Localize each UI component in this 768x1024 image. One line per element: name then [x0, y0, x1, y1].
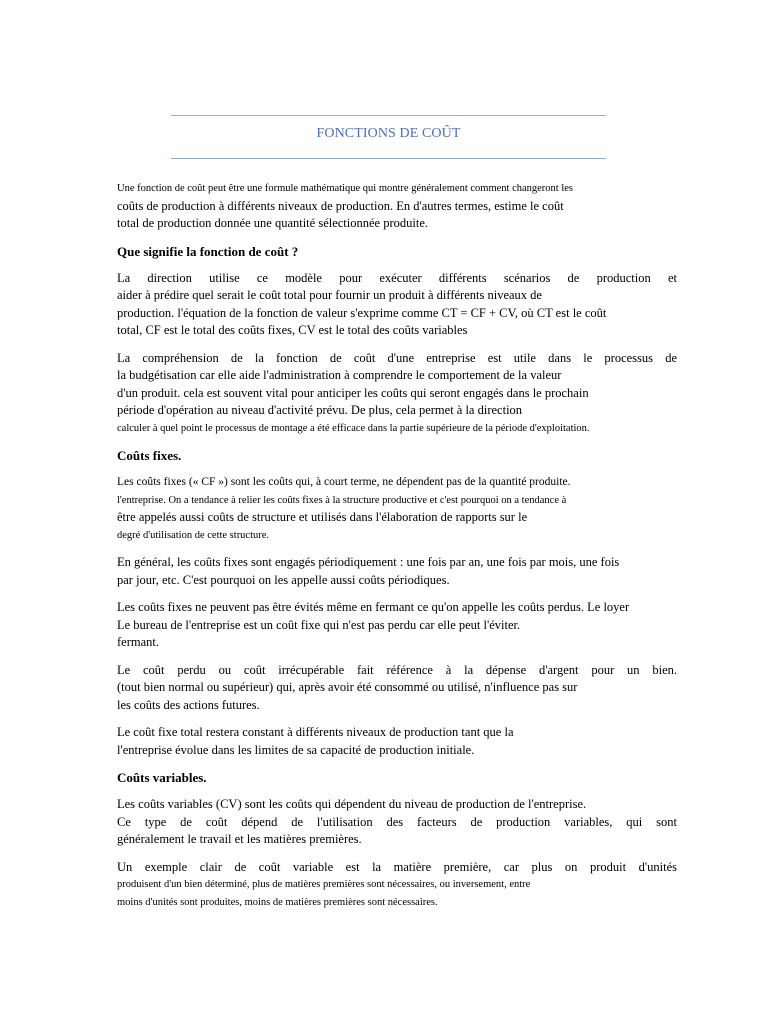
text-line: l'entreprise évolue dans les limites de sa capacité de production initiale. [117, 742, 475, 757]
text-line: La compréhension de la fonction de coût d'une entreprise est utile dans le processus de [117, 350, 677, 365]
text-line: Le bureau de l'entreprise est un coût fixe qui n'est pas perdu car elle peut l'éviter. [117, 617, 521, 632]
text-line: coûts de production à différents niveaux de production. En d'autres termes, estime le coût [117, 198, 564, 213]
text-line: Un exemple clair de coût variable est la matière première, car plus on produit d'unités [117, 859, 677, 874]
document-body [117, 180, 677, 921]
text-line: produisent d'un bien déterminé, plus de matières premières sont nécessaires, ou inversement, entre [117, 879, 531, 890]
text-line: être appelés aussi coûts de structure et utilisés dans l'élaboration de rapports sur le [117, 510, 528, 524]
text-line: par jour, etc. C'est pourquoi on les appelle aussi coûts périodiques. [117, 572, 450, 587]
text-line: d'un produit. cela est souvent vital pour anticiper les coûts qui seront engagés dans le prochain [117, 385, 589, 400]
paragraph [117, 724, 677, 759]
text-line: total, CF est le total des coûts fixes, CV est le total des coûts variables [117, 323, 468, 337]
title-rule-top [171, 115, 606, 116]
paragraph [117, 270, 677, 340]
paragraph [117, 662, 677, 715]
text-line: généralement le travail et les matières premières. [117, 832, 362, 846]
text-line: degré d'utilisation de cette structure. [117, 529, 270, 541]
text-line: moins d'unités sont produites, moins de matières premières sont nécessaires. [117, 896, 438, 908]
paragraph [117, 474, 677, 544]
paragraph [117, 554, 677, 589]
text-line: aider à prédire quel serait le coût total pour fournir un produit à différents niveaux de [117, 288, 542, 302]
title-rule-bottom [171, 158, 606, 159]
text-line: Ce type de coût dépend de l'utilisation des facteurs de production variables, qui sont [117, 814, 677, 829]
text-line: Le coût perdu ou coût irrécupérable fait référence à la dépense d'argent pour un bien. [117, 662, 677, 677]
paragraph [117, 796, 677, 849]
text-line: En général, les coûts fixes sont engagés périodiquement : une fois par an, une fois par mois, une fois [117, 555, 620, 569]
text-line: l'entreprise. On a tendance à relier les coûts fixes à la structure productive et c'est pourquoi on a tendance à [117, 494, 567, 506]
text-line: (tout bien normal ou supérieur) qui, après avoir été consommé ou utilisé, n'influence pas sur [117, 680, 578, 694]
text-line: La direction utilise ce modèle pour exécuter différents scénarios de production et [117, 270, 677, 285]
text-line: la budgétisation car elle aide l'administration à comprendre le comportement de la valeur [117, 368, 562, 382]
paragraph [117, 350, 677, 438]
section-heading: Coûts fixes. [117, 448, 182, 463]
page-title: FONCTIONS DE COÛT [316, 126, 461, 141]
text-line: Les coûts variables (CV) sont les coûts qui dépendent du niveau de production de l'entreprise. [117, 797, 587, 811]
section-heading: Coûts variables. [117, 770, 207, 785]
text-line: Une fonction de coût peut être une formule mathématique qui montre généralement comment changeront les [117, 183, 574, 194]
text-line: production. l'équation de la fonction de valeur s'exprime comme CT = CF + CV, où CT est le coût [117, 305, 607, 320]
text-line: Les coûts fixes (« CF ») sont les coûts qui, à court terme, ne dépendent pas de la quantité produite. [117, 476, 571, 488]
paragraph [117, 599, 677, 652]
text-line: total de production donnée une quantité sélectionnée produite. [117, 216, 429, 230]
text-line: Les coûts fixes ne peuvent pas être évités même en fermant ce qu'on appelle les coûts perdus. Le loyer [117, 600, 630, 614]
paragraph [117, 859, 677, 912]
section-heading: Que signifie la fonction de coût ? [117, 243, 299, 259]
text-line: période d'opération au niveau d'activité prévu. De plus, cela permet à la direction [117, 403, 523, 417]
text-line: Le coût fixe total restera constant à différents niveaux de production tant que la [117, 725, 514, 739]
text-line: les coûts des actions futures. [117, 697, 260, 712]
text-line: calculer à quel point le processus de montage a été efficace dans la partie supérieure de la période d'exploitation. [117, 422, 590, 434]
paragraph [117, 180, 677, 233]
text-line: fermant. [117, 635, 159, 649]
